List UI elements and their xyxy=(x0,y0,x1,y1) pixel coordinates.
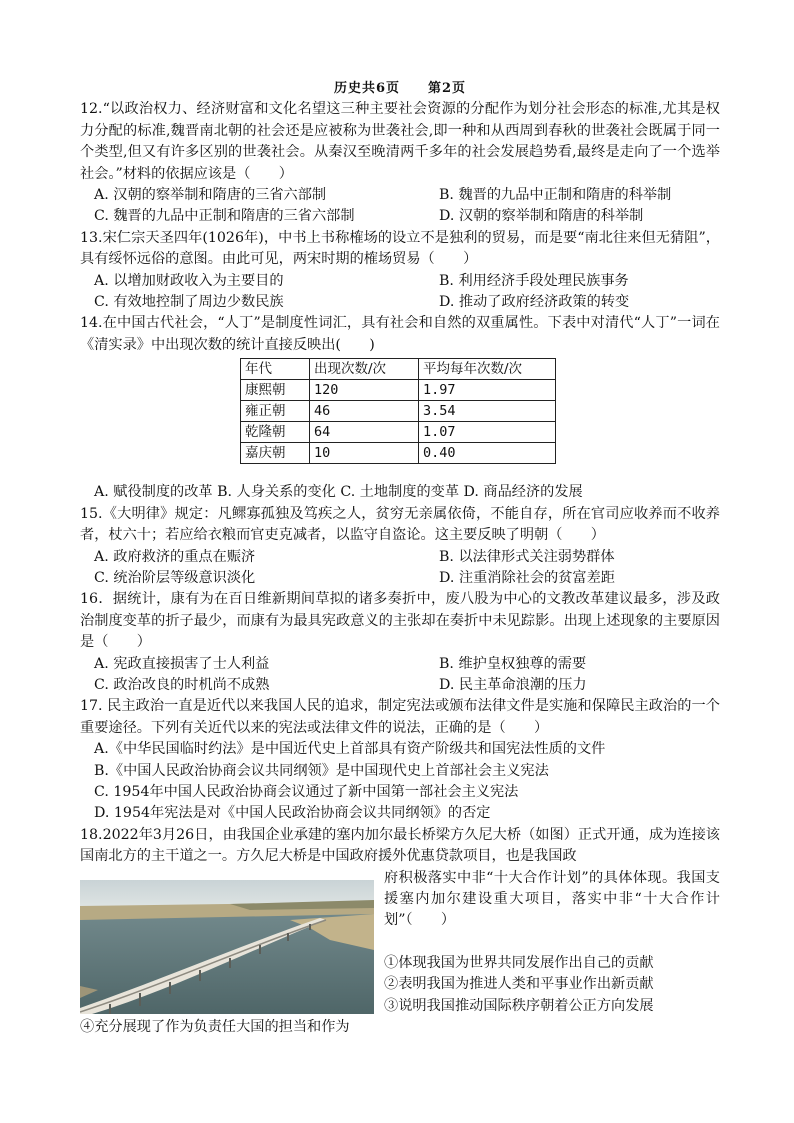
question-18-stem: 18.2022年3月26日，由我国企业承建的塞内加尔最长桥梁方久尼大桥（如图）正式开通，成为连接该国南北方的主干道之一。方久尼大桥是中国政府援外优惠贷款项目，也是我国政 xyxy=(80,826,720,865)
option-d[interactable]: D. 汉朝的察举制和隋唐的科举制 xyxy=(439,208,644,225)
question-12-options xyxy=(80,185,720,228)
option-c[interactable]: C. 魏晋的九品中正制和隋唐的三省六部制 xyxy=(94,208,355,225)
census-table xyxy=(240,358,556,464)
statement-4[interactable]: ④充分展现了作为负责任大国的担当和作为 xyxy=(80,1019,350,1036)
question-17-stem: 17. 民主政治一直是近代以来我国人民的追求，制定宪法或颁布法律文件是实施和保障民主政治的一个重要途径。下列有关近代以来的宪法或法律文件的说法，正确的是（ ） xyxy=(80,698,720,736)
table-cell: 康熙朝 xyxy=(241,380,310,401)
question-12-stem: 12.“以政治权力、经济财富和文化名望这三种主要社会资源的分配作为划分社会形态的标准,尤其是权力分配的标准,魏晋南北朝的社会还是应被称为世袭社会,即一种和从西周到春秋的世袭社会既属于同一个类型,但又有许多区别的世袭社会。从秦汉至晚清两千多年的社会发展趋势看,最终是走向了一个选举社会。”材料的依据应该是（ ） xyxy=(80,101,720,182)
question-17-options xyxy=(80,739,720,825)
question-15-stem: 15.《大明律》规定：凡鳏寡孤独及笃疾之人，贫穷无亲属依倚，不能自存，所在官司应收养而不收养者，杖六十；若应给衣粮而官吏克减者，以监守自盗论。这主要反映了明朝（ ） xyxy=(80,505,720,544)
options-line[interactable]: A. 赋役制度的改革 B. 人身关系的变化 C. 土地制度的变革 D. 商品经济的发展 xyxy=(94,484,583,501)
statement-3[interactable]: ③说明我国推动国际秩序朝着公正方向发展 xyxy=(384,997,654,1014)
table-cell: 1.07 xyxy=(419,422,556,443)
option-b[interactable]: B. 以法律形式关注弱势群体 xyxy=(439,548,615,565)
table-cell: 1.97 xyxy=(419,380,556,401)
option-a[interactable]: A.《中华民国临时约法》是中国近代史上首部具有资产阶级共和国宪法性质的文件 xyxy=(94,741,606,758)
statement-1[interactable]: ①体现我国为世界共同发展作出自己的贡献 xyxy=(384,954,654,971)
question-14-stem: 14.在中国古代社会，“人丁”是制度性词汇，具有社会和自然的双重属性。下表中对清代“人丁”一词在《清实录》中出现次数的统计直接反映出( ) xyxy=(80,315,720,353)
question-14-options xyxy=(80,482,720,503)
table-cell: 120 xyxy=(310,380,419,401)
table-cell: 雍正朝 xyxy=(241,401,310,422)
table-cell: 乾隆朝 xyxy=(241,422,310,443)
question-15-options xyxy=(80,547,720,590)
question-16-options xyxy=(80,654,720,697)
option-b[interactable]: B.《中国人民政治协商会议共同纲领》是中国现代史上首部社会主义宪法 xyxy=(94,762,549,779)
question-18-stem-continued: 府积极落实中非“十大合作计划”的具体体现。我国支援塞内加尔建设重大项目，落实中非“十大合作计划”（ ） xyxy=(384,869,720,929)
option-c[interactable]: C. 政治改良的时机尚不成熟 xyxy=(94,676,270,693)
option-a[interactable]: A. 汉朝的察举制和隋唐的三省六部制 xyxy=(94,187,327,204)
table-cell: 46 xyxy=(310,401,419,422)
option-d[interactable]: D. 推动了政府经济政策的转变 xyxy=(439,294,630,311)
table-row xyxy=(241,443,556,464)
exam-page xyxy=(80,78,720,1038)
option-a[interactable]: A. 宪政直接损害了士人利益 xyxy=(94,655,270,672)
question-18-right-column xyxy=(384,868,720,1017)
total-pages: 历史共6页 xyxy=(333,81,400,96)
table-cell: 3.54 xyxy=(419,401,556,422)
option-c[interactable]: C. 1954年中国人民政治协商会议通过了新中国第一部社会主义宪法 xyxy=(94,783,519,800)
page-header xyxy=(80,78,720,99)
option-d[interactable]: D. 注重消除社会的贫富差距 xyxy=(439,569,615,586)
table-header-cell: 平均每年次数/次 xyxy=(419,359,556,380)
table-cell: 0.40 xyxy=(419,443,556,464)
question-16-stem: 16．据统计，康有为在百日维新期间草拟的诸多奏折中，废八股为中心的文教改革建议最多，涉及政治制度变革的折子最少，而康有为最具宪政意义的主张却在奏折中未见踪影。出现上述现象的主要原因是（ ） xyxy=(80,591,720,651)
option-c[interactable]: C. 有效地控制了周边少数民族 xyxy=(94,294,284,311)
statement-2[interactable]: ②表明我国为推进人类和平事业作出新贡献 xyxy=(384,976,654,993)
table-cell: 嘉庆朝 xyxy=(241,443,310,464)
option-c[interactable]: C. 统治阶层等级意识淡化 xyxy=(94,569,256,586)
table-header-row xyxy=(241,359,556,380)
table-cell: 10 xyxy=(310,443,419,464)
option-d[interactable]: D. 1954年宪法是对《中国人民政治协商会议共同纲领》的否定 xyxy=(94,805,491,822)
bridge-photo xyxy=(80,880,374,1014)
question-13-stem: 13.宋仁宗天圣四年(1026年)，中书上书称榷场的设立不是独利的贸易，而是要“南北往来但无猜阻”，具有绥怀远俗的意图。由此可见，两宋时期的榷场贸易（ ） xyxy=(80,229,720,268)
table-header-cell: 出现次数/次 xyxy=(310,359,419,380)
table-header-cell: 年代 xyxy=(241,359,310,380)
option-b[interactable]: B. 魏晋的九品中正制和隋唐的科举制 xyxy=(439,187,672,204)
table-cell: 64 xyxy=(310,422,419,443)
question-13-options xyxy=(80,271,720,314)
table-row xyxy=(241,401,556,422)
table-row xyxy=(241,422,556,443)
option-b[interactable]: B. 利用经济手段处理民族事务 xyxy=(439,272,629,289)
option-a[interactable]: A. 以增加财政收入为主要目的 xyxy=(94,272,284,289)
option-b[interactable]: B. 维护皇权独尊的需要 xyxy=(439,655,587,672)
page-number: 第2页 xyxy=(428,81,467,96)
table-row xyxy=(241,380,556,401)
option-a[interactable]: A. 政府救济的重点在赈济 xyxy=(94,548,256,565)
option-d[interactable]: D. 民主革命浪潮的压力 xyxy=(439,676,587,693)
